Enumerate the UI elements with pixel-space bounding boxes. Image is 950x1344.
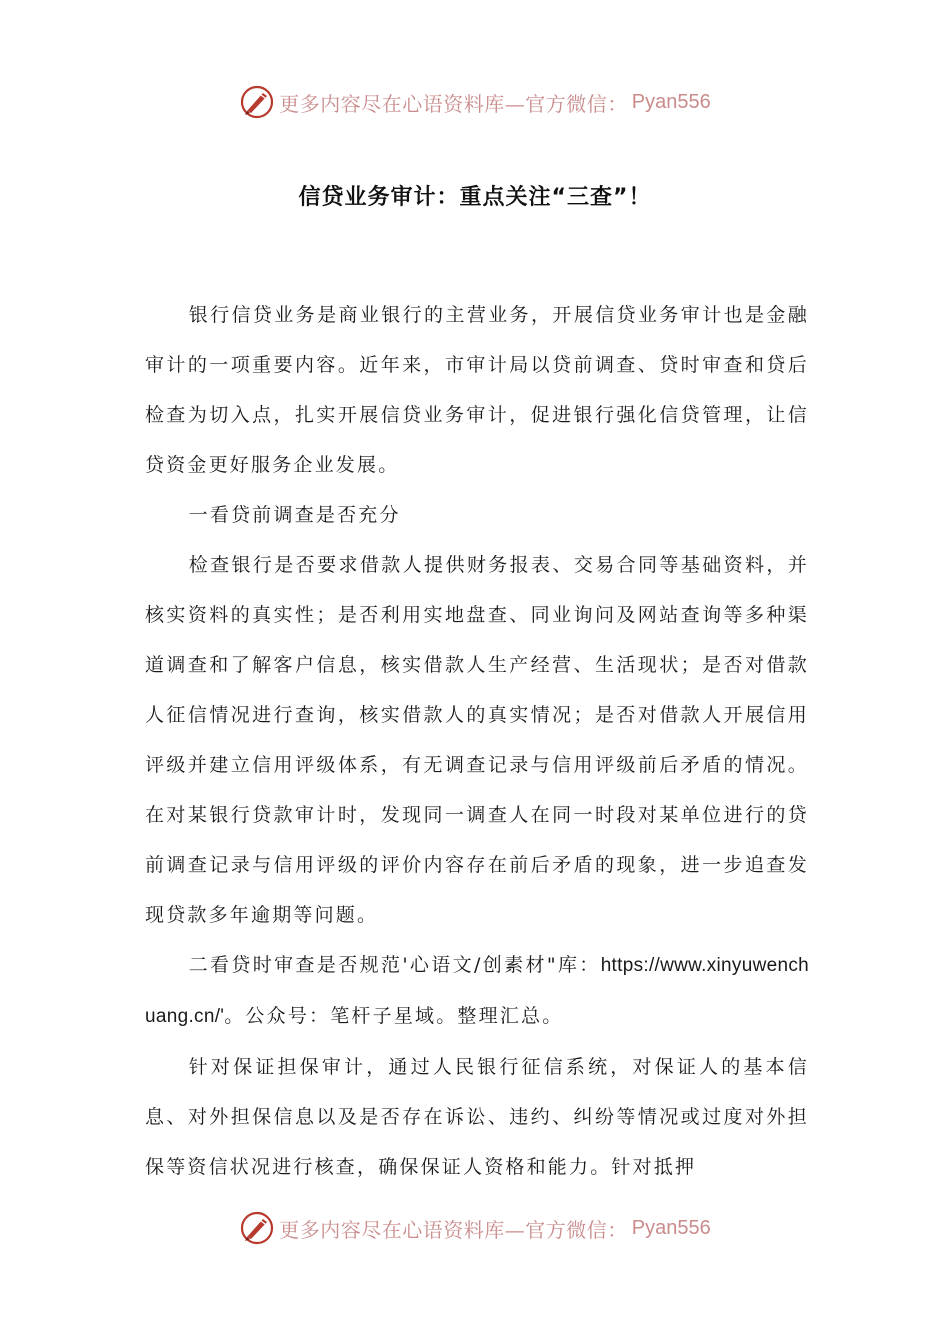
heading-2-prefix: 二看贷时审查是否规范'心语文/创素材"库： [188, 954, 601, 976]
paragraph-intro: 银行信贷业务是商业银行的主营业务，开展信贷业务审计也是金融审计的一项重要内容。近年来，市审计局以贷前调查、贷时审查和贷后检查为切入点，扎实开展信贷业务审计，促进银行强化信贷管理，让信贷资金更好服务企业发展。 [145, 304, 809, 476]
heading-2-suffix: 。公众号：笔杆子星域。整理汇总。 [224, 1005, 564, 1027]
banner-text: 更多内容尽在心语资料库—官方微信： [279, 91, 628, 116]
paragraph-guarantee: 针对保证担保审计，通过人民银行征信系统，对保证人的基本信息、对外担保信息以及是否存在诉讼、违约、纠纷等情况或过度对外担保等资信状况进行核查，确保保证人资格和能力。针对抵押 [145, 1056, 809, 1178]
document-title: 信贷业务审计：重点关注“三查”！ [298, 185, 652, 210]
paragraph-pre-loan: 检查银行是否要求借款人提供财务报表、交易合同等基础资料，并核实资料的真实性；是否利用实地盘查、同业询问及网站查询等多种渠道调查和了解客户信息，核实借款人生产经营、生活现状；是否对借款人征信情况进行查询，核实借款人的真实情况；是否对借款人开展信用评级并建立信用评级体系，有无调查记录与信用评级前后矛盾的情况。在对某银行贷款审计时，发现同一调查人在同一时段对某单位进行的贷前调查记录与信用评级的评价内容存在前后矛盾的现象，进一步追查发现贷款多年逾期等问题。 [145, 554, 809, 926]
document-body [145, 290, 809, 1192]
pen-logo-icon [239, 84, 275, 120]
heading-2-url: https://www.xinyuwenchuang.cn/' [145, 955, 809, 1027]
section-heading-1: 一看贷前调查是否充分 [188, 504, 401, 526]
pen-logo-icon [239, 1210, 275, 1246]
header-banner [0, 82, 950, 122]
banner-wechat-handle: Pyan556 [631, 1216, 711, 1239]
section-heading-2 [145, 940, 809, 1042]
banner-wechat-handle: Pyan556 [631, 90, 711, 113]
banner-text: 更多内容尽在心语资料库—官方微信： [279, 1217, 628, 1242]
footer-banner [0, 1208, 950, 1248]
